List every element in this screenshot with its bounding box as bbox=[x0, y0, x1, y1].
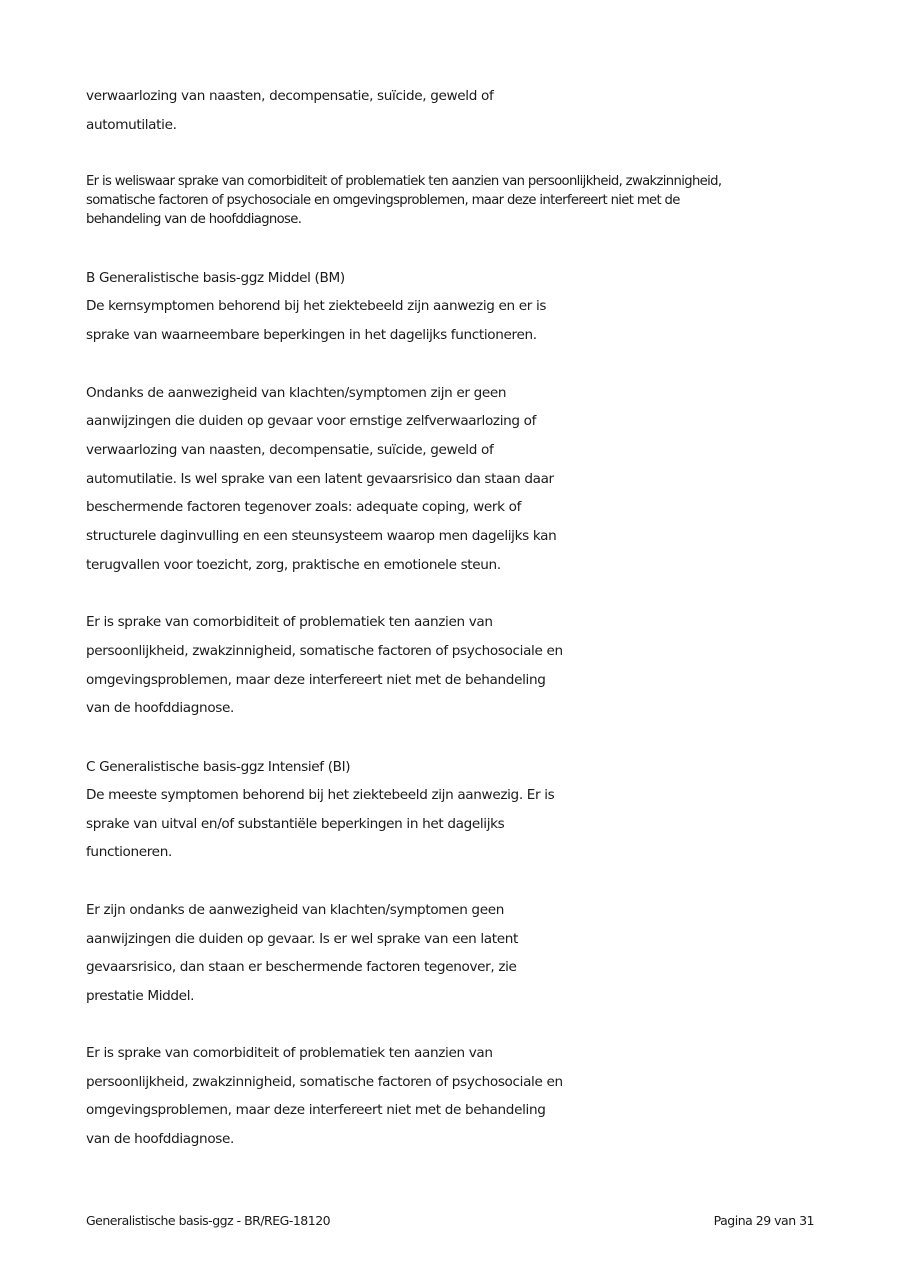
text-line: verwaarlozing van naasten, decompensatie, suïcide, geweld of bbox=[86, 442, 494, 458]
text-line: sprake van uitval en/of substantiële beperkingen in het dagelijks bbox=[86, 816, 505, 832]
text-line: terugvallen voor toezicht, zorg, praktische en emotionele steun. bbox=[86, 557, 501, 573]
text-line: Ondanks de aanwezigheid van klachten/symptomen zijn er geen bbox=[86, 385, 507, 401]
text-line: persoonlijkheid, zwakzinnigheid, somatische factoren of psychosociale en bbox=[86, 1074, 563, 1090]
text-line: De meeste symptomen behorend bij het ziektebeeld zijn aanwezig. Er is bbox=[86, 787, 555, 803]
text-line: prestatie Middel. bbox=[86, 988, 195, 1004]
section-c-heading: C Generalistische basis-ggz Intensief (BI) bbox=[86, 759, 351, 775]
text-line: behandeling van de hoofddiagnose. bbox=[86, 212, 302, 227]
text-line: Er is sprake van comorbiditeit of problematiek ten aanzien van bbox=[86, 614, 493, 630]
text-line: omgevingsproblemen, maar deze interfereert niet met de behandeling bbox=[86, 672, 546, 688]
text-line: aanwijzingen die duiden op gevaar. Is er wel sprake van een latent bbox=[86, 931, 518, 947]
footer-page-number: Pagina 29 van 31 bbox=[713, 1213, 814, 1228]
text-line: aanwijzingen die duiden op gevaar voor ernstige zelfverwaarlozing of bbox=[86, 413, 537, 429]
text-line: sprake van waarneembare beperkingen in het dagelijks functioneren. bbox=[86, 327, 537, 343]
text-line: automutilatie. Is wel sprake van een latent gevaarsrisico dan staan daar bbox=[86, 471, 554, 487]
text-line: De kernsymptomen behorend bij het ziektebeeld zijn aanwezig en er is bbox=[86, 298, 547, 314]
section-b-heading: B Generalistische basis-ggz Middel (BM) bbox=[86, 270, 345, 286]
text-line: omgevingsproblemen, maar deze interfereert niet met de behandeling bbox=[86, 1102, 546, 1118]
text-line: structurele daginvulling en een steunsysteem waarop men dagelijks kan bbox=[86, 528, 557, 544]
text-line: Er is weliswaar sprake van comorbiditeit of problematiek ten aanzien van persoonlijkheid, zwakzinnigheid, bbox=[86, 174, 722, 189]
text-line: gevaarsrisico, dan staan er beschermende factoren tegenover, zie bbox=[86, 959, 517, 975]
text-line: functioneren. bbox=[86, 844, 172, 860]
text-line: van de hoofddiagnose. bbox=[86, 1131, 235, 1147]
footer-document-id: Generalistische basis-ggz - BR/REG-18120 bbox=[86, 1213, 331, 1228]
text-line: automutilatie. bbox=[86, 117, 177, 133]
text-line: persoonlijkheid, zwakzinnigheid, somatische factoren of psychosociale en bbox=[86, 643, 563, 659]
text-line: van de hoofddiagnose. bbox=[86, 700, 235, 716]
text-line: Er is sprake van comorbiditeit of problematiek ten aanzien van bbox=[86, 1045, 493, 1061]
text-line: verwaarlozing van naasten, decompensatie, suïcide, geweld of bbox=[86, 88, 494, 104]
text-line: Er zijn ondanks de aanwezigheid van klachten/symptomen geen bbox=[86, 902, 505, 918]
text-line: somatische factoren of psychosociale en omgevingsproblemen, maar deze interfereert niet met de bbox=[86, 193, 680, 208]
text-line: beschermende factoren tegenover zoals: adequate coping, werk of bbox=[86, 499, 522, 515]
